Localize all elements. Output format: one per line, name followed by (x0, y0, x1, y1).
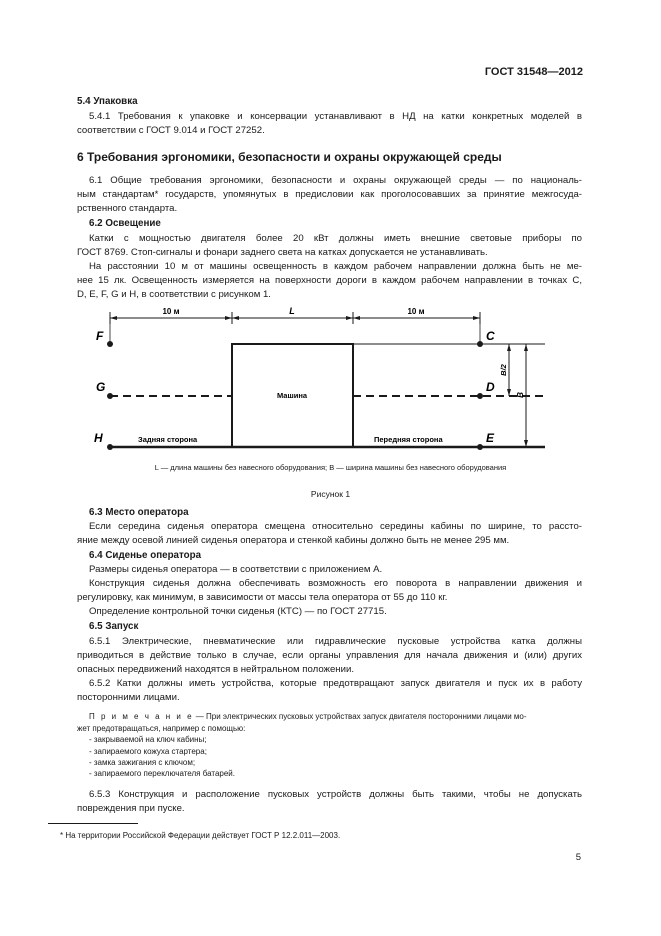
point-c-marker (477, 341, 483, 347)
note-list-item: - запираемого кожуха стартера; (89, 747, 207, 756)
point-h-label: H (94, 431, 103, 445)
note-list-item: - замка зажигания с ключом; (89, 758, 196, 767)
paragraph-6-4-1: Размеры сиденья оператора — в соответствии с приложением А. (89, 564, 383, 575)
dimension-label-b-half: B/2 (499, 364, 508, 376)
paragraph-6-5-3-line2: повреждения при пуске. (77, 803, 185, 814)
point-g-label: G (96, 380, 106, 394)
document-id: ГОСТ 31548—2012 (484, 66, 583, 78)
footnote: * На территории Российской Федерации действует ГОСТ Р 12.2.011—2003. (60, 831, 341, 840)
page-number: 5 (575, 852, 581, 863)
paragraph-5-4-1-line2: соответствии с ГОСТ 9.014 и ГОСТ 27252. (77, 125, 265, 136)
paragraph-6-4-2-line2: регулировку, как минимум, в зависимости от массы тела оператора от 55 до 110 кг. (77, 592, 448, 603)
paragraph-6-1-line2: ным стандартам* государств, упомянутых в предисловии как проголосовавших за принятие межгосуда- (77, 189, 582, 200)
paragraph-6-5-2-line2: посторонними лицами. (77, 692, 180, 703)
section-title-6: 6 Требования эргономики, безопасности и охраны окружающей среды (77, 150, 502, 164)
dimension-label-right: 10 м (407, 307, 425, 316)
subsection-title-5-4: 5.4 Упаковка (77, 96, 138, 107)
subsection-title-6-5: 6.5 Запуск (89, 621, 139, 632)
note-list-item: - запираемого переключателя батарей. (89, 769, 235, 778)
note-list-item: - закрываемой на ключ кабины; (89, 735, 207, 744)
figure-legend: L — длина машины без навесного оборудования; B — ширина машины без навесного оборудования (154, 463, 507, 472)
paragraph-6-3-line1: Если середина сиденья оператора смещена относительно середины кабины по ширине, то рассто- (89, 521, 582, 532)
paragraph-6-2-1-line2: ГОСТ 8769. Стоп-сигналы и фонари заднего света на катках допускается не устанавливать. (77, 247, 488, 258)
figure-1-diagram (90, 300, 560, 458)
paragraph-6-5-2-line1: 6.5.2 Катки должны иметь устройства, которые предотвращают запуск двигателя и пуск их в работу (89, 678, 582, 689)
paragraph-6-5-1-line1: 6.5.1 Электрические, пневматические или гидравлические пусковые устройства катка должны (89, 636, 582, 647)
point-e-label: E (486, 431, 495, 445)
paragraph-6-2-2-line3: D, E, F, G и H, в соответствии с рисунком 1. (77, 289, 271, 300)
paragraph-5-4-1-line1: 5.4.1 Требования к упаковке и консервации устанавливают в НД на катки конкретных моделей в (89, 111, 582, 122)
point-d-marker (477, 393, 483, 399)
dimension-label-left: 10 м (162, 307, 180, 316)
footnote-divider (48, 823, 138, 824)
rear-side-label: Задняя сторона (138, 435, 198, 444)
point-h-marker (107, 444, 113, 450)
paragraph-6-5-1-line2: приводиться в действие только в случае, если органы управления для начала движения и (или) других (77, 650, 582, 661)
paragraph-6-5-3-line1: 6.5.3 Конструкция и расположение пусковых устройств должны быть такими, чтобы не допускать (89, 789, 582, 800)
figure-caption: Рисунок 1 (310, 489, 351, 499)
paragraph-6-2-2-line1: На расстоянии 10 м от машины освещенность в каждом рабочем направлении должна быть не ме- (89, 261, 582, 272)
paragraph-6-3-line2: яние между осевой линией сиденья оператора и стенкой кабины должно быть не менее 295 мм. (77, 535, 510, 546)
paragraph-6-4-2-line1: Конструкция сиденья должна обеспечивать возможность его поворота в направлении движения и (89, 578, 582, 589)
paragraph-6-2-1-line1: Катки с мощностью двигателя более 20 кВт должны иметь внешние световые приборы по (89, 233, 582, 244)
subsection-title-6-2: 6.2 Освещение (89, 218, 161, 229)
note-label: П р и м е ч а н и е (89, 712, 194, 721)
note-line2: жет предотвращаться, например с помощью: (77, 724, 246, 733)
note-line1 (89, 711, 582, 723)
point-d-label: D (486, 380, 495, 394)
subsection-title-6-3: 6.3 Место оператора (89, 507, 189, 518)
point-f-marker (107, 341, 113, 347)
note-text-line1: — При электрических пусковых устройствах запуск двигателя посторонними лицами мо- (193, 712, 527, 721)
point-f-label: F (96, 329, 104, 343)
paragraph-6-1-line3: рственного стандарта. (77, 203, 178, 214)
paragraph-6-1-line1: 6.1 Общие требования эргономики, безопасности и охраны окружающей среды — по националь- (89, 175, 582, 186)
subsection-title-6-4: 6.4 Сиденье оператора (89, 550, 202, 561)
point-c-label: C (486, 329, 495, 343)
paragraph-6-5-1-line3: опасных передвижений находятся в нейтральном положении. (77, 664, 354, 675)
machine-label: Машина (276, 391, 308, 400)
dimension-label-center: L (289, 306, 295, 316)
dimension-label-b: B (516, 392, 525, 398)
front-side-label: Передняя сторона (374, 435, 443, 444)
paragraph-6-4-3: Определение контрольной точки сиденья (КТС) — по ГОСТ 27715. (89, 606, 387, 617)
paragraph-6-2-2-line2: нее 15 лк. Освещенность измеряется на поверхности дороги в каждом рабочем направлении в точках C, (77, 275, 582, 286)
point-e-marker (477, 444, 483, 450)
point-g-marker (107, 393, 113, 399)
